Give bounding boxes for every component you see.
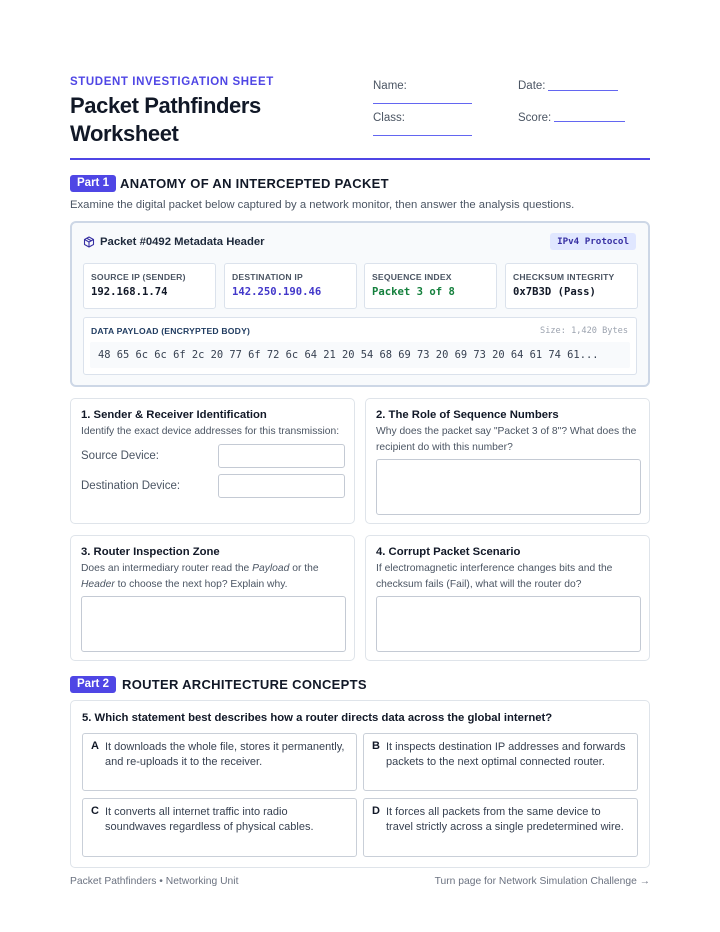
payload-data: 48 65 6c 6c 6f 2c 20 77 6f 72 6c 64 21 20 54 68 69 73 20 69 73 20 64 61 74 61... [90,342,630,368]
question-1-desc: Identify the exact device addresses for this transmission: [81,426,340,437]
checksum-value: 0x7B3D (Pass) [513,286,596,298]
footer-right: Turn page for Network Simulation Challenge → [434,876,650,887]
score-label: Score: [518,112,552,124]
payload-box [83,317,637,375]
option-d-text: It forces all packets from the same device to travel strictly across a single predetermined wire. [386,806,624,833]
option-d[interactable] [363,798,638,857]
date-field[interactable] [548,90,618,91]
sequence-index-box [364,263,497,309]
question-4-desc: If electromagnetic interference changes bits and the checksum fails (Fail), what will the router do? [376,563,613,590]
question-2-card [365,398,650,524]
checksum-box [505,263,638,309]
class-field[interactable] [373,135,472,136]
option-a[interactable] [82,733,357,791]
option-b-text: It inspects destination IP addresses and forwards packets to the next optimal connected router. [386,741,626,768]
class-label: Class: [373,112,405,124]
question-3-desc: Does an intermediary router read the Payload or the Header to choose the next hop? Explain why. [81,563,319,590]
option-c-text: It converts all internet traffic into radio soundwaves regardless of physical cables. [105,806,314,833]
part1-title: ANATOMY OF AN INTERCEPTED PACKET [120,176,389,191]
option-a-letter: A [91,740,99,752]
checksum-label: CHECKSUM INTEGRITY [513,272,615,282]
question-1-card [70,398,355,524]
option-c[interactable] [82,798,357,857]
question-3-title: 3. Router Inspection Zone [81,546,220,558]
date-label: Date: [518,80,546,92]
question-3-answer[interactable] [81,596,346,652]
question-5-card [70,700,650,868]
source-ip-value: 192.168.1.74 [91,286,168,298]
name-field[interactable] [373,103,472,104]
destination-ip-value: 142.250.190.46 [232,286,322,298]
option-a-text: It downloads the whole file, stores it permanently, and re-uploads it to the receiver. [105,741,345,768]
part2-title: ROUTER ARCHITECTURE CONCEPTS [122,677,367,692]
question-5-title: 5. Which statement best describes how a router directs data across the global internet? [82,712,553,724]
part1-badge: Part 1 [70,175,116,192]
payload-size: Size: 1,420 Bytes [540,326,628,336]
option-d-letter: D [372,805,380,817]
packet-card [70,221,650,387]
source-device-input[interactable] [218,444,345,468]
packet-title: Packet #0492 Metadata Header [100,236,265,248]
question-4-card [365,535,650,661]
sequence-index-label: SEQUENCE INDEX [372,272,452,282]
footer-left: Packet Pathfinders • Networking Unit [70,876,239,887]
destination-ip-box [224,263,357,309]
question-2-title: 2. The Role of Sequence Numbers [376,409,559,421]
sequence-index-value: Packet 3 of 8 [372,286,455,298]
header-divider [70,158,650,160]
part1-intro: Examine the digital packet below captured by a network monitor, then answer the analysis questions. [70,199,575,211]
source-device-label: Source Device: [81,450,159,462]
payload-label: DATA PAYLOAD (ENCRYPTED BODY) [91,326,251,336]
sheet-kicker: STUDENT INVESTIGATION SHEET [70,76,274,88]
destination-device-label: Destination Device: [81,480,181,492]
package-icon [83,236,95,248]
question-3-card [70,535,355,661]
packet-header [83,236,265,248]
worksheet-page [70,0,650,932]
protocol-badge: IPv4 Protocol [550,233,636,250]
question-4-title: 4. Corrupt Packet Scenario [376,546,521,558]
question-2-desc: Why does the packet say "Packet 3 of 8"? What does the recipient do with this number? [376,426,637,453]
destination-device-input[interactable] [218,474,345,498]
source-ip-box [83,263,216,309]
part2-badge: Part 2 [70,676,116,693]
question-1-title: 1. Sender & Receiver Identification [81,409,267,421]
name-label: Name: [373,80,407,92]
option-b[interactable] [363,733,638,791]
destination-ip-label: DESTINATION IP [232,272,303,282]
option-b-letter: B [372,740,380,752]
source-ip-label: SOURCE IP (SENDER) [91,272,186,282]
option-c-letter: C [91,805,99,817]
page-title: Packet Pathfinders Worksheet [70,93,261,146]
score-field[interactable] [554,121,625,122]
question-2-answer[interactable] [376,459,641,515]
question-4-answer[interactable] [376,596,641,652]
